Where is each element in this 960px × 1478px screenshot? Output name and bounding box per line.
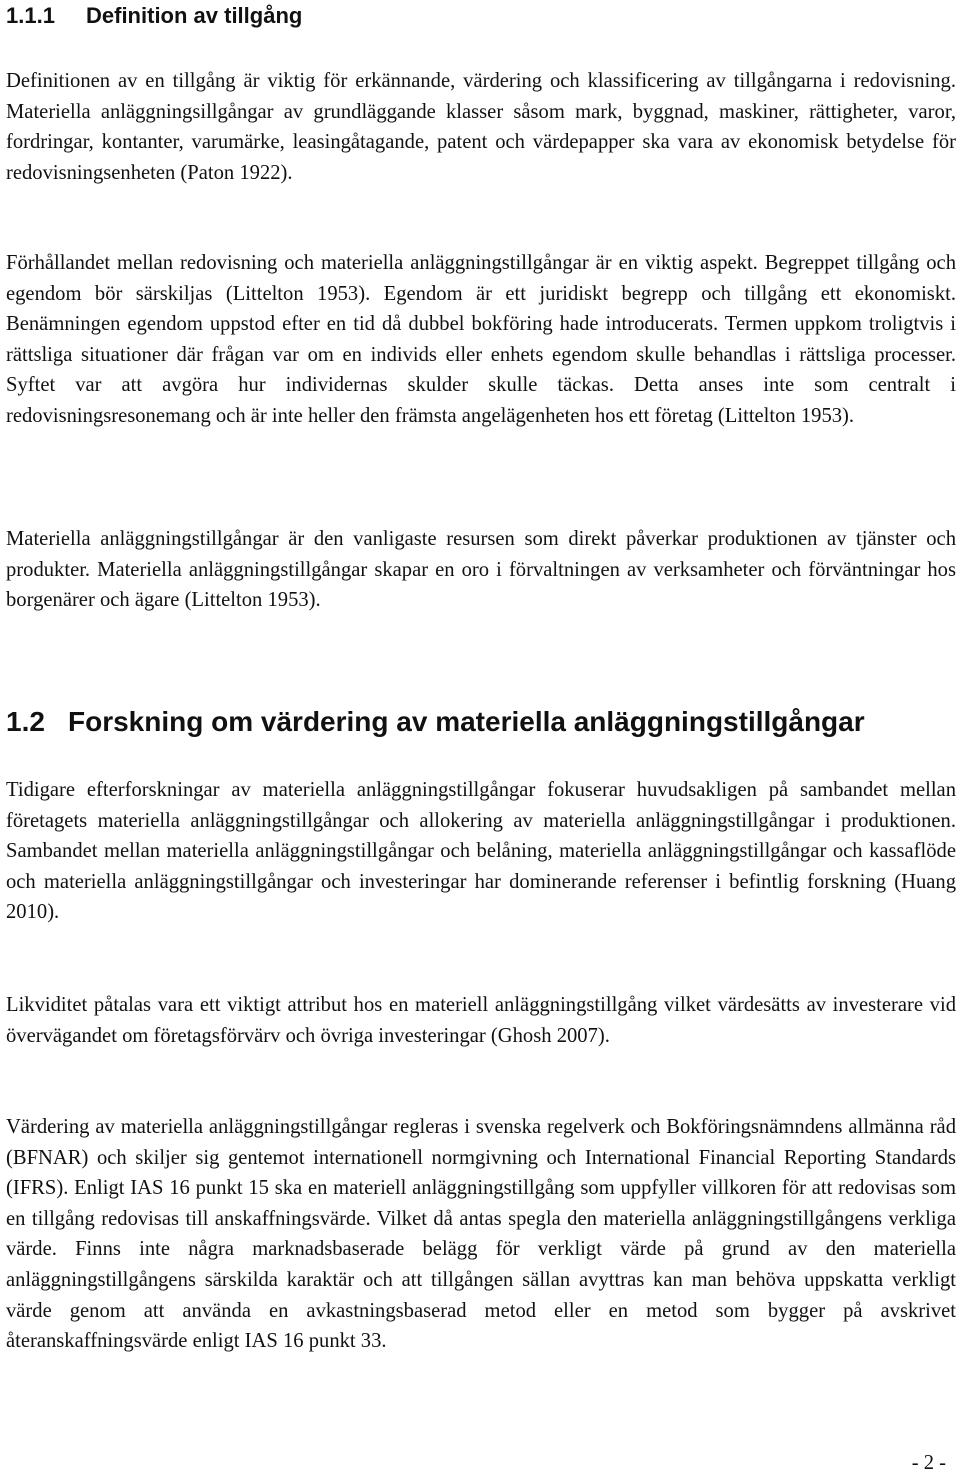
paragraph: Materiella anläggningstillgångar är den vanligaste resursen som direkt påverkar produktionen av tjänster och produkter. Materiella anläggningstillgångar skapar en oro i förvaltningen av verksamheter och förväntningar hos borgenärer och ägare (Littelton 1953). xyxy=(6,528,956,612)
section-number: 1.1.1 xyxy=(6,3,55,28)
paragraph: Tidigare efterforskningar av materiella anläggningstillgångar fokuserar huvudsakligen på sambandet mellan företagets materiella anläggningstillgångar och allokering av materiella anläggningstillgångar i produktionen. Sambandet mellan materiella anläggningstillgångar och belåning, materiella anläggningstillgångar och kassaflöde och materiella anläggningstillgångar och investeringar har dominerande referenser i befintlig forskning (Huang 2010). xyxy=(6,779,956,924)
section-heading-1-1-1 xyxy=(6,2,302,30)
section-title: Definition av tillgång xyxy=(86,3,303,28)
paragraph: Värdering av materiella anläggningstillgångar regleras i svenska regelverk och Bokföringsnämndens allmänna råd (BFNAR) och skiljer sig gentemot internationell normgivning och International Financial Reporting Standards (IFRS). Enligt IAS 16 punkt 15 ska en materiell anläggningstillgång som uppfyller villkoren för att redovisas som en tillgång redovisas till anskaffningsvärde. Vilket då antas spegla den materiella anläggningstillgångens verkliga värde. Finns inte några marknadsbaserade belägg för verkligt värde på grund av den materiella anläggningstillgångens särskilda karaktär och att tillgången sällan avyttras kan man behöva uppskatta verkligt värde genom att använda en avkastningsbaserad metod eller en metod som bygger på avskrivet återanskaffningsvärde enligt IAS 16 punkt 33. xyxy=(6,1116,956,1353)
section-heading-1-2 xyxy=(6,704,865,740)
page-number: - 2 - xyxy=(911,1452,946,1474)
section-title: Forskning om värdering av materiella anläggningstillgångar xyxy=(68,706,865,737)
paragraph: Likviditet påtalas vara ett viktigt attribut hos en materiell anläggningstillgång vilket värdesätts av investerare vid övervägandet om företagsförvärv och övriga investeringar (Ghosh 2007). xyxy=(6,994,956,1047)
paragraph: Förhållandet mellan redovisning och materiella anläggningstillgångar är en viktig aspekt. Begreppet tillgång och egendom bör särskiljas (Littelton 1953). Egendom är ett juridiskt begrepp och tillgång ett ekonomiskt. Benämningen egendom uppstod efter en tid då dubbel bokföring hade introducerats. Termen uppkom troligtvis i rättsliga situationer där frågan var om en individs eller enhets egendom skulle behandlas i rättsliga processer. Syftet var att avgöra hur individernas skulder skulle täckas. Detta anses inte som centralt i redovisningsresonemang och är inte heller den främsta angelägenheten hos ett företag (Littelton 1953). xyxy=(6,252,956,427)
paragraph: Definitionen av en tillgång är viktig för erkännande, värdering och klassificering av tillgångarna i redovisning. Materiella anläggningsillgångar av grundläggande klasser såsom mark, byggnad, maskiner, rättigheter, varor, fordringar, kontanter, varumärke, leasingåtagande, patent och värdepapper ska vara av ekonomisk betydelse för redovisningsenheten (Paton 1922). xyxy=(6,70,956,184)
section-number: 1.2 xyxy=(6,706,45,737)
